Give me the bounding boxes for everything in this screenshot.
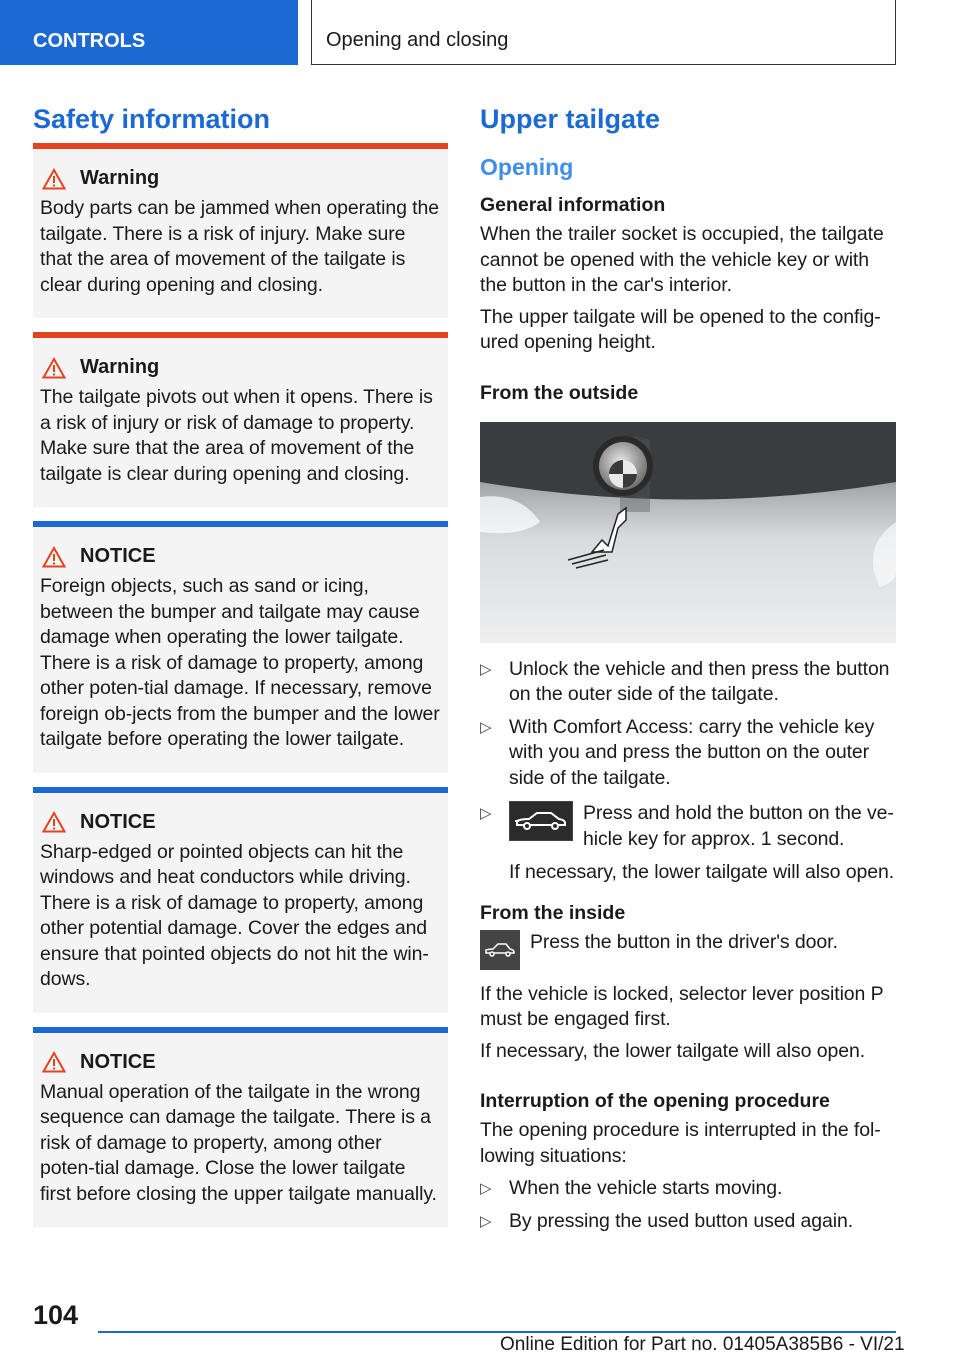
warning-text: Body parts can be jammed when operating the tailgate. There is a risk of injury. Make sure that the area of movement of the tailgate is clear during opening and closing.: [40, 197, 439, 296]
warning-triangle-icon: [42, 811, 66, 833]
opening-subheading: Opening: [480, 154, 574, 180]
notice-label: NOTICE: [80, 545, 156, 567]
notice-box-3: [33, 1027, 448, 1228]
section-tab: CONTROLS: [0, 0, 298, 65]
outside-steps-list: [480, 657, 896, 853]
inside-instruction-text: Press the button in the driver's door.: [530, 930, 838, 953]
list-item: [480, 801, 896, 852]
interruption-text: The opening procedure is interrupted in the fol-lowing situations:: [480, 1119, 881, 1167]
triangle-bullet-icon: ▷: [480, 1180, 492, 1197]
warning-text: The tailgate pivots out when it opens. There is a risk of injury or risk of damage to property. Make sure that the area of movement of the tailgate is clear during opening and closing.: [40, 386, 433, 485]
triangle-bullet-icon: ▷: [480, 660, 492, 678]
list-item: ▷ With Comfort Access: carry the vehicle key with you and press the button on the outer side of the tailgate.: [480, 715, 875, 789]
right-column: [480, 100, 896, 1234]
opening-height-text: The upper tailgate will be opened to the config-ured opening height.: [480, 305, 881, 353]
key-note-text: If necessary, the lower tailgate will also open.: [509, 861, 895, 883]
driver-door-tailgate-button-icon: [480, 930, 520, 970]
notice-text: Manual operation of the tailgate in the wrong sequence can damage the tailgate. There is a risk of damage to property, among other poten-tial damage. Close the lower tailgate first before closing the upper tailgate manually.: [40, 1080, 437, 1205]
triangle-bullet-icon: ▷: [480, 805, 492, 822]
left-column: [33, 100, 448, 1227]
notice-text: Sharp-edged or pointed objects can hit the windows and heat conductors while driving. There is a risk of damage to property, among other potential damage. Cover the edges and ensure that pointed objects do not hit the win-dows.: [40, 840, 429, 990]
key-instruction-text: Press and hold the button on the ve-hicle key for approx. 1 second.: [583, 802, 894, 850]
triangle-bullet-icon: ▷: [480, 1212, 492, 1230]
locked-vehicle-text: If the vehicle is locked, selector lever position P must be engaged first.: [480, 982, 884, 1030]
list-item: ▷ By pressing the used button used again.: [480, 1209, 896, 1235]
interruption-list: [480, 1176, 896, 1234]
warning-triangle-icon: [42, 1051, 66, 1073]
safety-heading: Safety information: [33, 104, 271, 134]
warning-label: Warning: [80, 356, 160, 378]
warning-triangle-icon: [42, 357, 66, 379]
general-info-heading: General information: [480, 194, 666, 216]
upper-tailgate-heading: Upper tailgate: [480, 104, 661, 134]
list-item: ▷ Unlock the vehicle and then press the button on the outer side of the tailgate.: [480, 657, 890, 705]
warning-box-1: [33, 143, 448, 318]
vehicle-key-tailgate-button-icon: [509, 801, 573, 841]
page-number: 104: [33, 1300, 79, 1330]
warning-label: Warning: [80, 167, 160, 189]
footer-rule: [98, 1331, 896, 1333]
notice-box-2: [33, 787, 448, 1013]
notice-label: NOTICE: [80, 1050, 156, 1073]
interruption-heading: Interruption of the opening procedure: [480, 1090, 830, 1112]
notice-box-1: [33, 521, 448, 773]
tailgate-illustration: [480, 422, 896, 643]
tailgate-button-photo: [480, 422, 896, 643]
warning-triangle-icon: [42, 546, 66, 568]
from-inside-heading: From the inside: [480, 901, 626, 924]
chapter-title: Opening and closing: [311, 0, 896, 65]
warning-triangle-icon: [42, 168, 66, 190]
notice-text: Foreign objects, such as sand or icing, between the bumper and tailgate may cause damage when operating the lower tailgate. There is a risk of damage to property, among other poten-tial damage. If necessary, remove foreign ob-jects from the bumper and the lower tailgate before operating the lower tailgate.: [40, 575, 440, 750]
list-item: ▷ When the vehicle starts moving.: [480, 1176, 896, 1202]
warning-box-2: [33, 332, 448, 507]
from-outside-heading: From the outside: [480, 381, 639, 404]
triangle-bullet-icon: ▷: [480, 718, 492, 736]
notice-label: NOTICE: [80, 810, 156, 833]
lower-tailgate-text: If necessary, the lower tailgate will also open.: [480, 1039, 866, 1062]
footer-edition: Online Edition for Part no. 01405A385B6 - VI/21: [500, 1334, 905, 1355]
general-info-text: When the trailer socket is occupied, the tailgate cannot be opened with the vehicle key or with the button in the car's interior.: [480, 223, 884, 296]
